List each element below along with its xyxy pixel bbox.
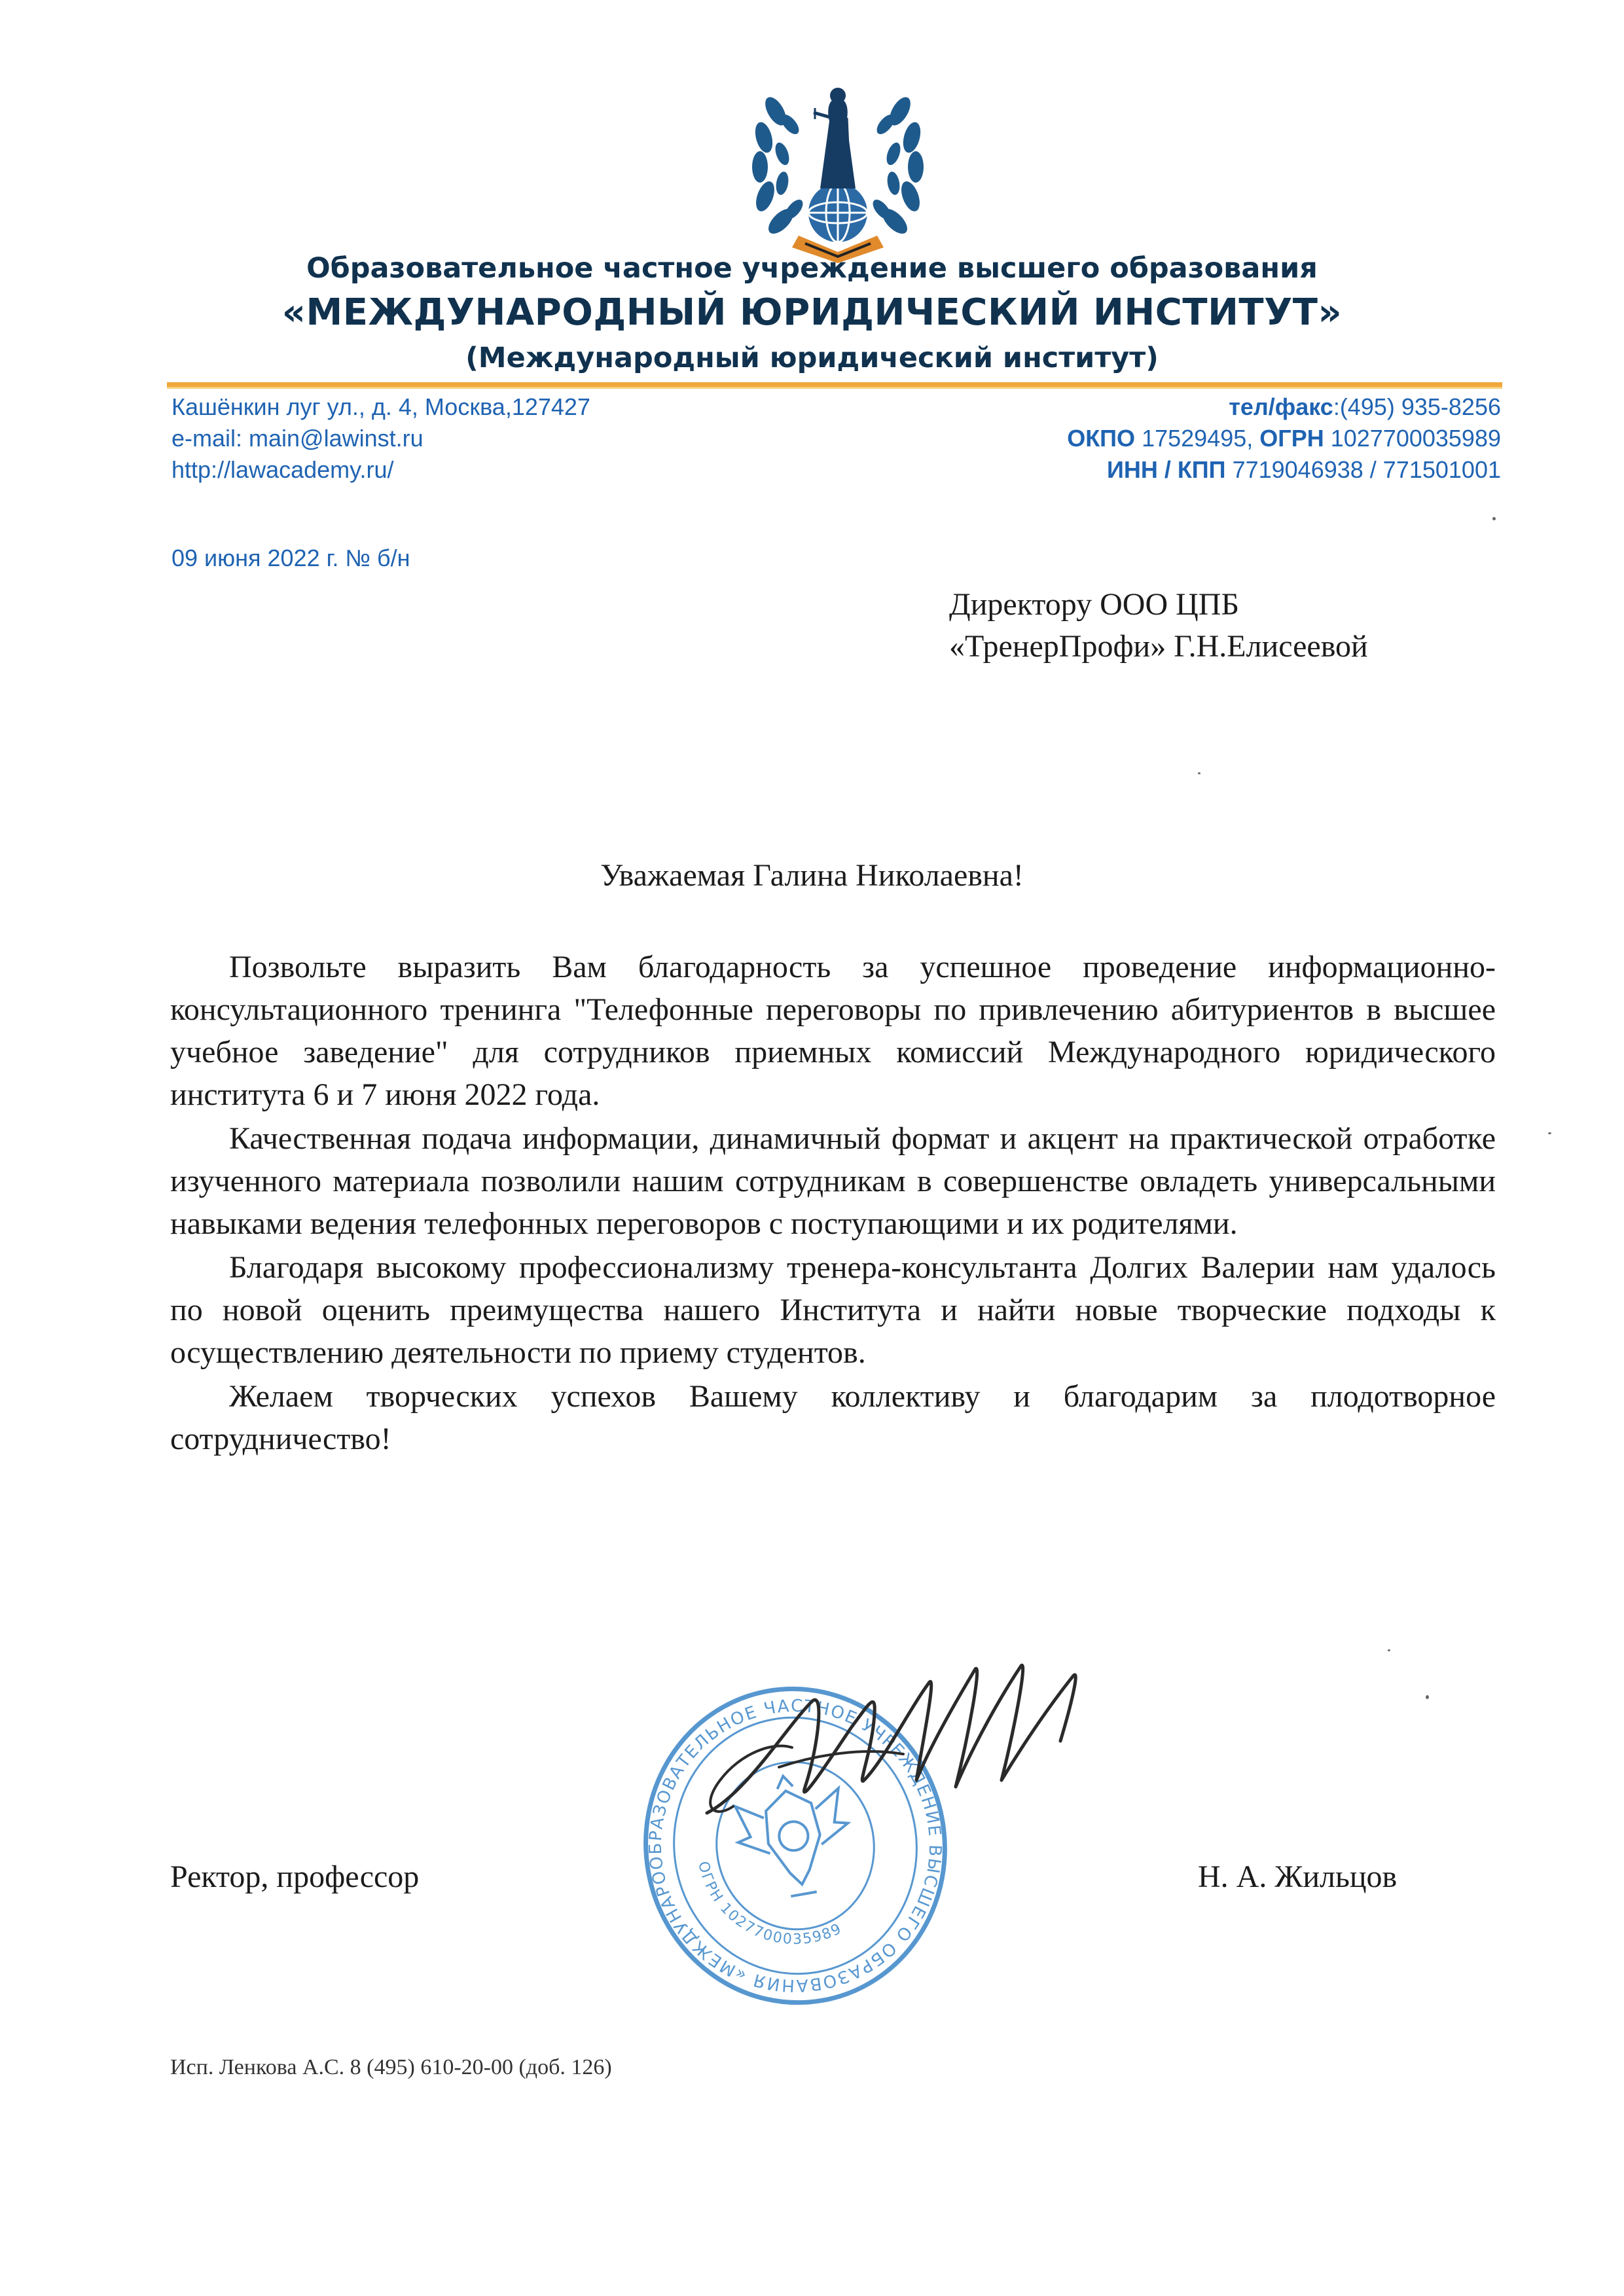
letterhead-institute-name: «МЕЖДУНАРОДНЫЙ ЮРИДИЧЕСКИЙ ИНСТИТУТ» (281, 291, 1343, 334)
institute-inn-kpp (1107, 454, 1501, 486)
phone-label: тел/факс (1229, 393, 1333, 420)
body-paragraph-3: Благодаря высокому профессионализму тренера-консультанта Долгих Валерии нам удалось по новой оценить преимущества нашего Института и найти новые творческие подходы к осуществлению деятельности по приему студентов. (170, 1250, 1496, 1370)
body-paragraph-2: Качественная подача информации, динамичный формат и акцент на практической отработке изученного материала позволили нашим сотрудникам в совершенстве овладеть универсальными навыками ведения телефонных переговоров с поступающими и их родителями. (170, 1121, 1496, 1241)
stamp-outer-text: ОБРАЗОВАТЕЛЬНОЕ ЧАСТНОЕ УЧРЕЖДЕНИЕ ВЫСШЕГО ОБРАЗОВАНИЯ «МЕЖДУНАРОДНЫЙ (645, 1696, 945, 1996)
okpo-value: 17529495, (1142, 425, 1254, 452)
handwritten-signature-icon (694, 1649, 1113, 1833)
letterhead-divider (167, 382, 1502, 387)
addressee-line-1: Директору ООО ЦПБ (949, 587, 1240, 622)
signatory-name: Н. А. Жильцов (1198, 1859, 1398, 1894)
scan-speck (1388, 1649, 1390, 1651)
ogrn-label: ОГРН (1259, 425, 1324, 452)
inn-kpp-label: ИНН / КПП (1106, 456, 1226, 483)
scan-speck (1492, 517, 1496, 520)
ogrn-value: 1027700035989 (1330, 425, 1501, 452)
inn-kpp-value: 7719046938 / 771501001 (1232, 456, 1501, 483)
scan-speck (1426, 1695, 1429, 1699)
body-paragraph-4: Желаем творческих успехов Вашему коллективу и благодарим за плодотворное сотрудничество! (170, 1379, 1496, 1456)
institute-address: Кашёнкин луг ул., д. 4, Москва,127427 (171, 393, 590, 420)
institute-website[interactable]: http://lawacademy.ru/ (171, 456, 394, 483)
okpo-label: ОКПО (1067, 425, 1136, 452)
scan-speck (1548, 1132, 1551, 1134)
signatory-title: Ректор, профессор (170, 1859, 420, 1894)
letterhead-short-name: (Международный юридический институт) (465, 342, 1159, 374)
letter-body (170, 946, 1496, 1462)
letter-date-number: 09 июня 2022 г. № б/н (171, 545, 410, 571)
institute-phone (1229, 391, 1501, 423)
scan-speck (1198, 772, 1200, 774)
performer-contact: Исп. Ленкова А.С. 8 (495) 610-20-00 (доб. 126) (170, 2055, 612, 2079)
institute-okpo-ogrn (1067, 423, 1501, 454)
letterhead-divider-shadow (167, 387, 1502, 389)
phone-value: :(495) 935-8256 (1333, 393, 1501, 420)
institute-logo-icon (736, 72, 939, 268)
institute-email[interactable]: e-mail: main@lawinst.ru (171, 425, 424, 452)
body-paragraph-1: Позвольте выразить Вам благодарность за успешное проведение информационно-консультационного тренинга "Телефонные переговоры по привлечению абитуриентов в высшее учебное заведение" для сотрудников приемных комиссий Международного юридического института 6 и 7 июня 2022 года. (170, 950, 1496, 1112)
salutation: Уважаемая Галина Николаевна! (600, 858, 1024, 893)
stamp-inner-text: ОГРН 1027700035989 (695, 1859, 845, 1948)
addressee-line-2: «ТренерПрофи» Г.Н.Елисеевой (949, 629, 1368, 664)
letterhead-organization-type: Образовательное частное учреждение высшего образования (306, 252, 1318, 285)
